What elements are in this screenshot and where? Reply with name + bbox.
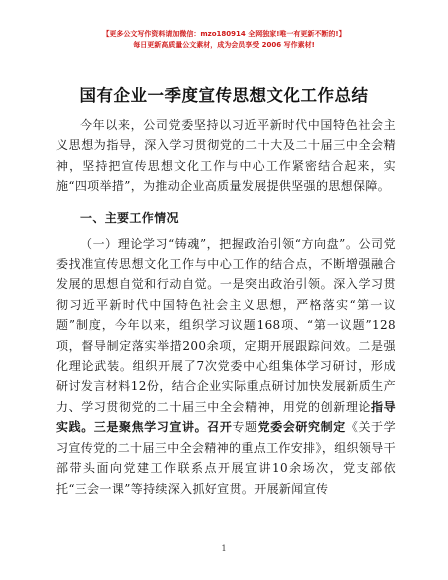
page-number: 1 bbox=[221, 544, 227, 553]
paragraph-text: （一）理论学习“铸魂”，把握政治引领“方向盘”。公司党委找准宣传思想文化工作与中心工作的结合点，不断增强融合发展的思想自觉和行动自觉。一是突出政治引领。深入学习贯彻习近平新时代中国特色社会主义思想，严格落实“第一议题”制度，今年以来，组织学习议题168项、“第一议题”128项，督导制定落实举措200余项，定期开展跟踪问效。二是强化理论武装。组织开展了7次党委中心组集体学习研讨，形成研讨发言材料12份，结合企业实际重点研讨加快发展新质生产力、学习贯彻党的二十届三中全会精神，用党的创新理论 bbox=[56, 236, 396, 414]
paragraph-bold-text: 党委会研究制定 bbox=[257, 420, 346, 435]
promo-line-1: 【更多公文写作资料请加微信：mzo180914 全网独家!唯一有更新不断的!】 bbox=[102, 30, 346, 38]
section-heading: 一、主要工作情况 bbox=[80, 210, 179, 225]
paragraph-text: 《关于学习宣传党的二十届三中全会精神的重点工作安排》，组织领导干部带头面向党建工作联系点开展宣讲10余场次，党支部依托“三会一课”等持续深入抓好宣贯。开展新闻宣传 bbox=[56, 420, 396, 496]
document-body bbox=[56, 115, 396, 499]
section-paragraph bbox=[56, 234, 396, 499]
promo-line-2: 每日更新高质量公文素材，成为会员享受 2006 写作素材! bbox=[133, 41, 315, 49]
intro-paragraph: 今年以来，公司党委坚持以习近平新时代中国特色社会主义思想为指导，深入学习贯彻党的二十大及二十届三中全会精神，坚持把宣传思想文化工作与中心工作紧密结合起来，实施“四项举措”，为推动企业高质量发展提供坚强的思想保障。 bbox=[56, 118, 396, 194]
promo-banner bbox=[0, 29, 448, 51]
paragraph-bold-text: 指导实践。三是聚焦学习宣讲。召开 bbox=[56, 399, 396, 435]
document-title: 国有企业一季度宣传思想文化工作总结 bbox=[79, 86, 369, 105]
paragraph-text: 专题 bbox=[232, 420, 258, 435]
